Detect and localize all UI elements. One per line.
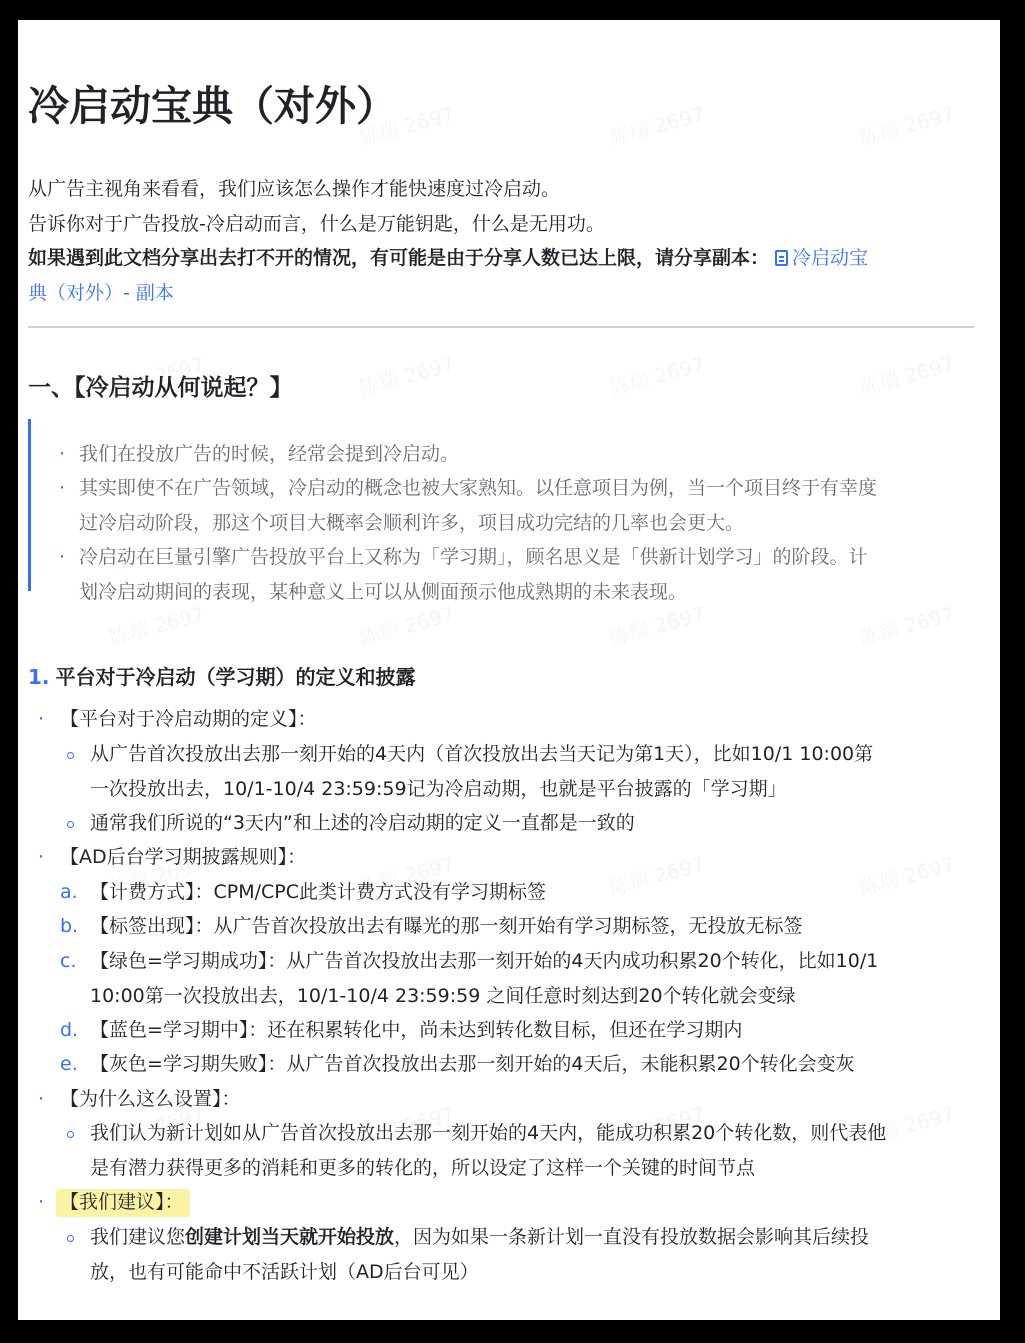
list-title-highlight [56,1185,190,1220]
share-notice-text: 如果遇到此文档分享出去打不开的情况，有可能是由于分享人数已达上限，请分享副本： [28,247,770,269]
bullet-circle-icon [67,1235,74,1242]
list-title: 【AD后台学习期披露规则】： [60,846,307,868]
list-marker: d. [60,1019,79,1041]
list-marker: b. [60,915,79,937]
bullet-dot-icon: · [38,1088,45,1110]
watermark [856,348,957,401]
bullet-dot-icon: · [59,546,66,568]
watermark [606,848,707,901]
rule-item: 【灰色=学习期失败】：从广告首次投放出去那一刻开始的4天后，未能积累20个转化会变灰 [90,1053,855,1075]
subsection-number: 1. [28,665,50,689]
bullet-dot-icon: · [59,443,66,465]
list-item-line [90,1220,974,1255]
quote-line: 其实即使不在广告领域，冷启动的概念也被大家熟知。以任意项目为例，当一个项目终于有幸度 [79,477,878,499]
suggest-text: ，因为如果一条新计划一直没有投放数据会影响其后续投 [394,1226,870,1248]
list-title: 【平台对于冷启动期的定义】： [60,708,317,730]
bullet-dot-icon: · [59,477,66,499]
document-page [18,20,1000,1320]
list-item [90,737,974,806]
rule-item-line: 10:00第一次投放出去，10/1-10/4 23:59:59 之间任意时刻达到20个转化就会变绿 [90,984,796,1007]
list-item [90,1220,974,1289]
subsection-heading [28,660,416,694]
intro-line: 告诉你对于广告投放-冷启动而言，什么是万能钥匙，什么是无用功。 [28,212,605,235]
watermark [606,348,707,401]
quote-item [59,471,972,540]
intro-line: 从广告主视角来看看，我们应该怎么操作才能快速度过冷启动。 [28,178,561,200]
bullet-circle-icon [67,1131,74,1138]
suggest-bold-text: 创建计划当天就开始投放 [185,1226,395,1248]
list-item-line: 我们认为新计划如从广告首次投放出去那一刻开始的4天内，能成功积累20个转化数，则代表他 [90,1122,887,1144]
list-item: 通常我们所说的“3天内”和上述的冷启动期的定义一直都是一致的 [90,812,635,834]
intro-block [28,172,974,310]
suggest-text: 我们建议您 [90,1226,186,1248]
document-icon [775,250,788,266]
bullet-dot-icon: · [38,846,45,868]
watermark [356,348,457,401]
list-item-line: 从广告首次投放出去那一刻开始的4天内（首次投放出去当天记为第1天），比如10/1 10:00第 [90,743,874,765]
list-title: 【为什么这么设置】： [60,1088,241,1110]
quote-line: 过冷启动阶段，那这个项目大概率会顺利许多，项目成功完结的几率也会更大。 [79,511,745,534]
quote-line: 我们在投放广告的时候，经常会提到冷启动。 [79,443,460,465]
quote-block [28,419,974,603]
rule-item: 【标签出现】：从广告首次投放出去有曝光的那一刻开始有学习期标签，无投放无标签 [90,915,803,937]
watermark [856,848,957,901]
copy-doc-link-text: 冷启动宝 [792,247,869,269]
quote-line: 冷启动在巨量引擎广告投放平台上又称为「学习期」，顾名思义是「供新计划学习」的阶段。计 [79,546,868,568]
bullet-circle-icon [67,821,74,828]
divider [28,326,974,328]
rule-item [90,944,974,1013]
bullet-dot-icon: · [38,1191,45,1213]
copy-doc-link-continued[interactable]: 典（对外）- 副本 [28,281,174,304]
list-item-line: 放，也有可能命中不活跃计划（AD后台可见） [90,1260,479,1283]
list-item-line: 是有潜力获得更多的消耗和更多的转化的，所以设定了这样一个关键的时间节点 [90,1156,756,1179]
watermark [856,98,957,151]
list-marker: c. [60,950,77,972]
quote-line: 划冷启动期间的表现，某种意义上可以从侧面预示他成熟期的未来表现。 [79,580,688,603]
rule-item-line: 【绿色=学习期成功】：从广告首次投放出去那一刻开始的4天内成功积累20个转化，比如10/1 [90,950,879,972]
subsection-title: 平台对于冷启动（学习期）的定义和披露 [55,665,416,689]
copy-doc-link[interactable] [769,247,868,269]
share-notice [28,241,974,276]
bullet-circle-icon [67,752,74,759]
list-marker: a. [60,881,78,903]
rule-item: 【计费方式】：CPM/CPC此类计费方式没有学习期标签 [90,881,547,903]
list-item-line: 一次投放出去，10/1-10/4 23:59:59记为冷启动期，也就是平台披露的「学习期」 [90,777,787,800]
list-marker: e. [60,1053,78,1075]
quote-item [59,540,972,609]
watermark [606,98,707,151]
section-heading: 一、【冷启动从何说起？】 [28,375,293,401]
page-title: 冷启动宝典（对外） [28,82,397,130]
quote-item [59,437,972,472]
bullet-dot-icon: · [38,708,45,730]
highlighted-text: 【我们建议】： [56,1189,190,1217]
list-item [90,1116,974,1185]
rule-item: 【蓝色=学习期中】：还在积累转化中，尚未达到转化数目标，但还在学习期内 [90,1019,743,1041]
